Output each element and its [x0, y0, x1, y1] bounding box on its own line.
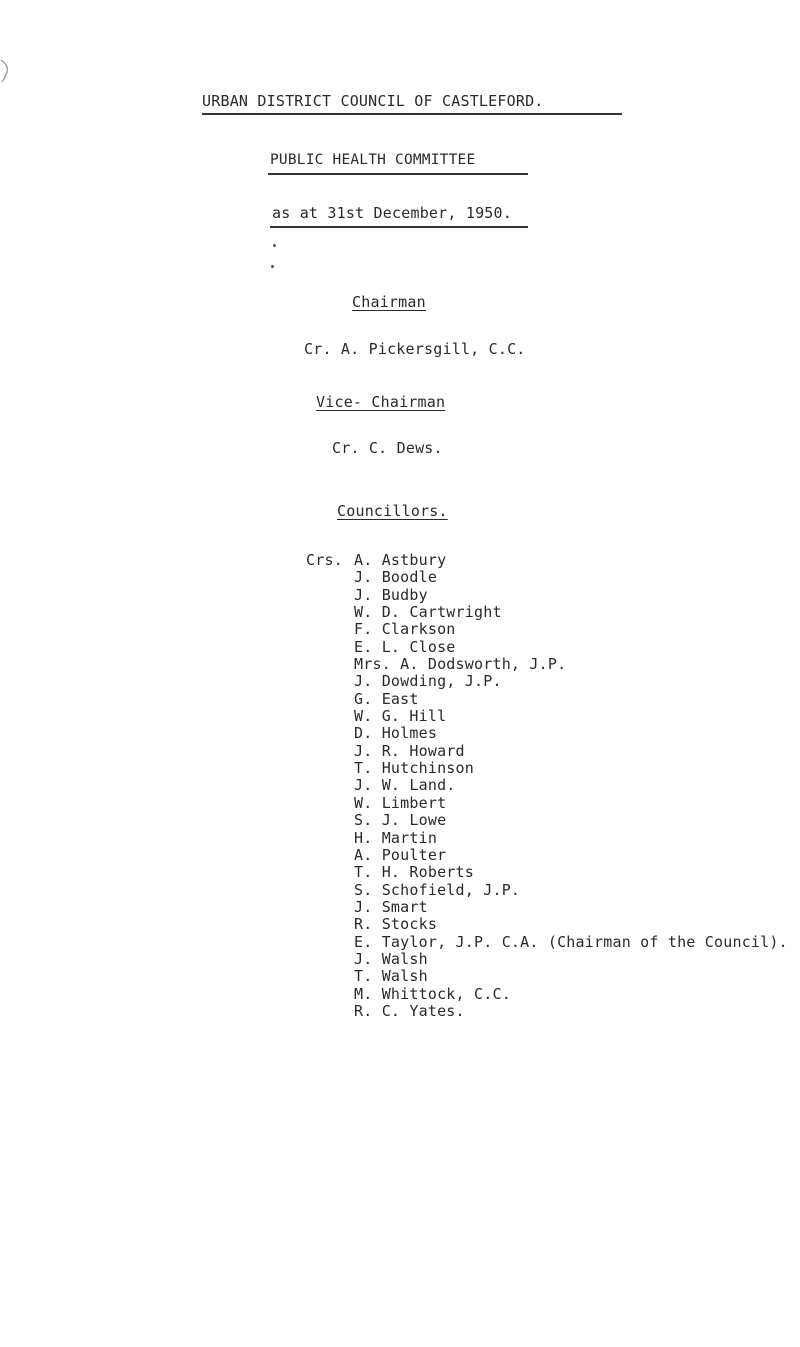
councillor-entry — [306, 847, 788, 864]
councillor-prefix: Crs. — [306, 551, 343, 569]
councillor-prefix — [306, 621, 354, 638]
councillor-prefix — [306, 708, 354, 725]
councillor-name: G. East — [354, 689, 419, 708]
date-line: as at 31st December, 1950. — [272, 204, 512, 222]
councillor-entry — [306, 708, 788, 725]
councillor-name: J. Smart — [354, 897, 428, 916]
councillor-prefix — [306, 916, 354, 933]
councillor-name: S. Schofield, J.P. — [354, 880, 521, 899]
committee-title: PUBLIC HEALTH COMMITTEE — [270, 152, 476, 168]
scan-mark-icon — [0, 58, 12, 84]
councillor-entry — [306, 812, 788, 829]
councillor-entry — [306, 1003, 788, 1020]
committee-rule — [268, 173, 528, 175]
vice-chairman-name: Cr. C. Dews. — [332, 439, 443, 457]
councillor-name: W. Limbert — [354, 793, 447, 812]
councillor-name: W. G. Hill — [354, 707, 447, 726]
councillor-prefix — [306, 1003, 354, 1020]
councillor-prefix — [306, 968, 354, 985]
councillor-prefix — [306, 795, 354, 812]
councillor-entry — [306, 673, 788, 690]
councillor-prefix — [306, 951, 354, 968]
stray-mark — [273, 244, 276, 247]
councillor-entry — [306, 830, 788, 847]
councillor-prefix — [306, 847, 354, 864]
councillor-prefix — [306, 587, 354, 604]
councillor-name: J. W. Land. — [354, 776, 456, 795]
title-rule — [202, 113, 622, 115]
councillor-prefix — [306, 830, 354, 847]
councillor-entry — [306, 639, 788, 656]
councillor-name: R. Stocks — [354, 915, 438, 934]
councillor-entry — [306, 934, 788, 951]
councillor-name: R. C. Yates. — [354, 1001, 465, 1020]
councillor-entry — [306, 656, 788, 673]
stray-mark — [271, 265, 274, 268]
councillor-entry — [306, 587, 788, 604]
councillor-name: T. Walsh — [354, 967, 428, 986]
chairman-name: Cr. A. Pickersgill, C.C. — [304, 340, 526, 358]
councillor-entry — [306, 552, 788, 569]
councillor-entry — [306, 951, 788, 968]
councillor-name: H. Martin — [354, 828, 438, 847]
councillor-name: M. Whittock, C.C. — [354, 984, 511, 1003]
councillor-entry — [306, 899, 788, 916]
councillor-entry — [306, 986, 788, 1003]
councillor-name: J. Boodle — [354, 568, 438, 587]
councillor-name: J. R. Howard — [354, 741, 465, 760]
councillor-entry — [306, 743, 788, 760]
councillors-list — [306, 552, 788, 1020]
councillor-name: E. L. Close — [354, 637, 456, 656]
councillor-entry — [306, 882, 788, 899]
councillor-name: J. Dowding, J.P. — [354, 672, 502, 691]
councillor-entry — [306, 777, 788, 794]
councillor-name: T. H. Roberts — [354, 863, 474, 882]
vice-chairman-heading: Vice- Chairman — [316, 393, 446, 411]
councillor-prefix — [306, 656, 354, 673]
date-rule — [270, 226, 528, 228]
councillor-entry — [306, 725, 788, 742]
councillor-prefix — [306, 882, 354, 899]
councillor-prefix — [306, 934, 354, 951]
councillor-entry — [306, 604, 788, 621]
councillor-entry — [306, 968, 788, 985]
councillor-entry — [306, 691, 788, 708]
councillor-prefix — [306, 639, 354, 656]
councillor-prefix — [306, 604, 354, 621]
councillor-prefix — [306, 743, 354, 760]
councillor-entry — [306, 760, 788, 777]
councillor-name: F. Clarkson — [354, 620, 456, 639]
councillor-name: D. Holmes — [354, 724, 438, 743]
councillor-name: E. Taylor, J.P. C.A. (Chairman of the Council). — [354, 932, 788, 951]
councillor-entry — [306, 621, 788, 638]
councillor-prefix — [306, 691, 354, 708]
councillor-entry — [306, 795, 788, 812]
councillor-prefix — [306, 986, 354, 1003]
councillor-prefix — [306, 777, 354, 794]
councillor-name: Mrs. A. Dodsworth, J.P. — [354, 655, 567, 674]
councillor-name: S. J. Lowe — [354, 811, 447, 830]
councillor-name: W. D. Cartwright — [354, 603, 502, 622]
councillor-prefix — [306, 812, 354, 829]
councillor-prefix — [306, 864, 354, 881]
councillor-entry — [306, 864, 788, 881]
councillor-name: J. Budby — [354, 585, 428, 604]
council-title: URBAN DISTRICT COUNCIL OF CASTLEFORD. — [202, 92, 544, 110]
councillor-prefix — [306, 569, 354, 586]
councillor-entry — [306, 569, 788, 586]
councillor-prefix — [306, 725, 354, 742]
councillor-entry — [306, 916, 788, 933]
councillor-name: T. Hutchinson — [354, 759, 474, 778]
chairman-heading: Chairman — [352, 293, 426, 311]
councillor-name: A. Poulter — [354, 845, 447, 864]
councillor-name: A. Astbury — [354, 551, 447, 569]
councillor-prefix — [306, 673, 354, 690]
councillor-prefix — [306, 760, 354, 777]
councillor-prefix — [306, 899, 354, 916]
councillor-name: J. Walsh — [354, 949, 428, 968]
councillors-heading: Councillors. — [337, 502, 448, 520]
